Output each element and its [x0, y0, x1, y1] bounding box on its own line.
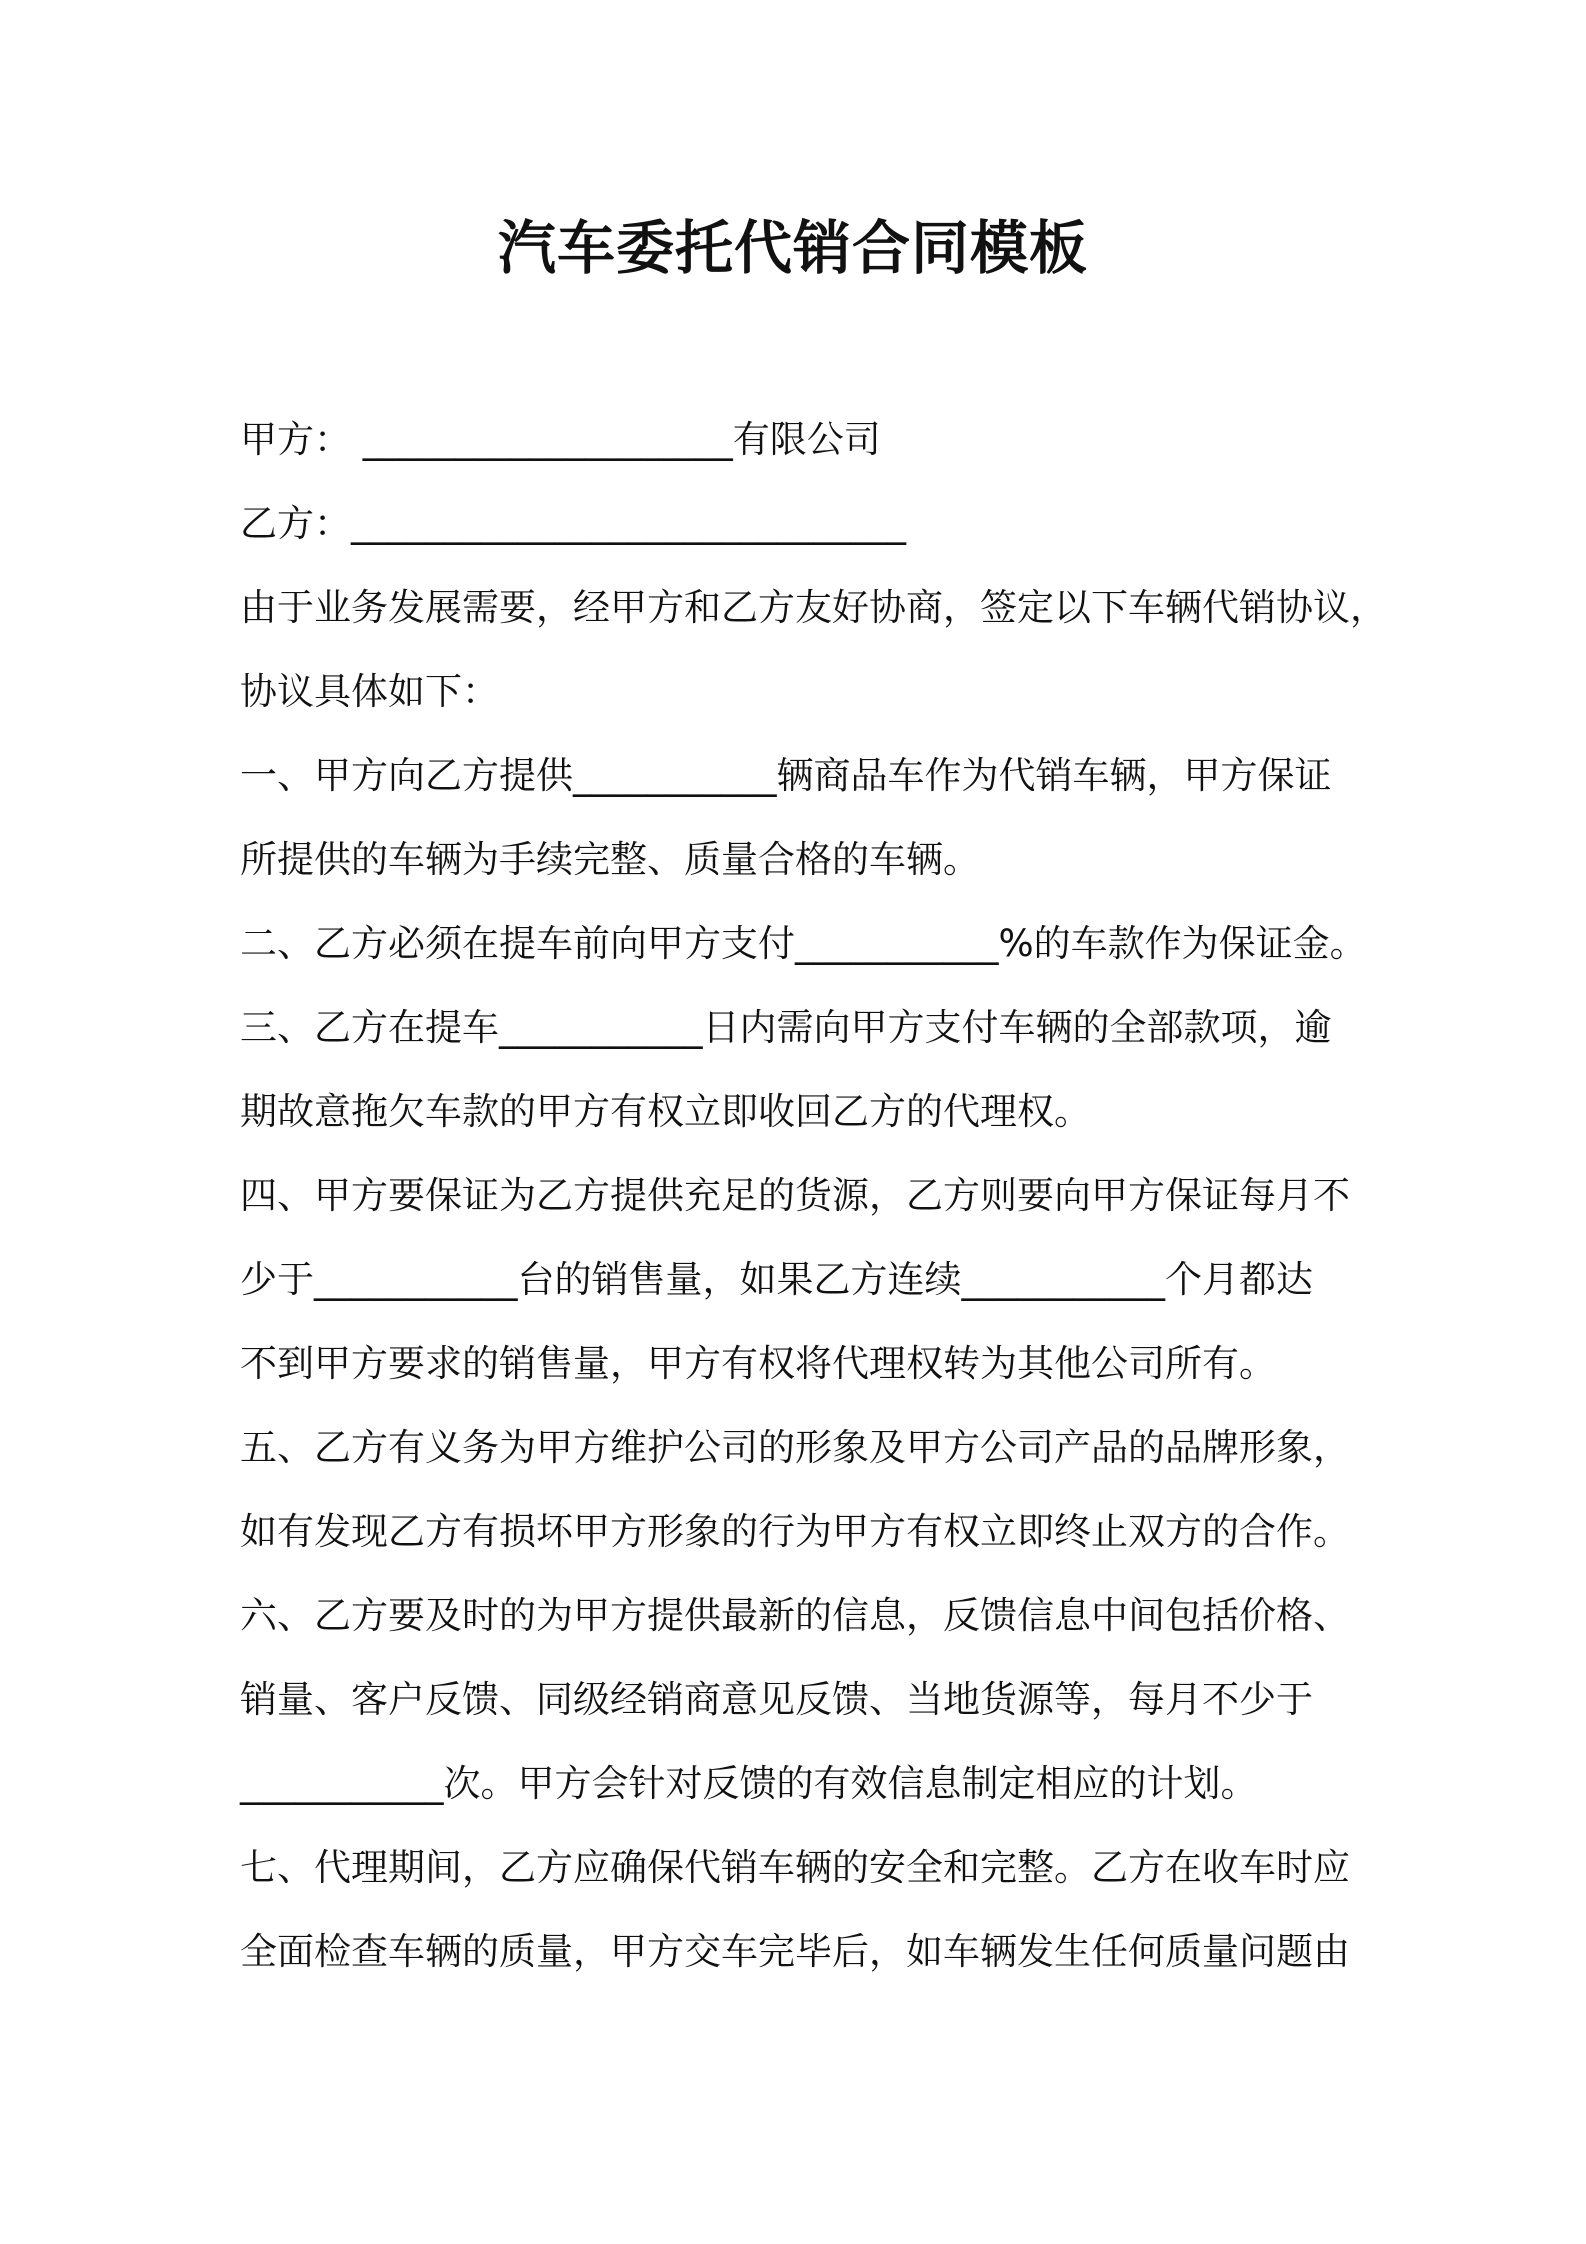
clause-7-line: 七、代理期间，乙方应确保代销车辆的安全和完整。乙方在收车时应: [240, 1846, 1350, 1889]
clause-5-line: 五、乙方有义务为甲方维护公司的形象及甲方公司产品的品牌形象，: [240, 1426, 1350, 1469]
party-b-line: 乙方：______________________________: [240, 502, 906, 545]
clause-5-line: 如有发现乙方有损坏甲方形象的行为甲方有权立即终止双方的合作。: [240, 1510, 1350, 1553]
clause-3-line: 三、乙方在提车___________日内需向甲方支付车辆的全部款项，逾: [240, 1006, 1332, 1049]
clause-1-line: 一、甲方向乙方提供___________辆商品车作为代销车辆，甲方保证: [240, 754, 1332, 797]
clause-4-line: 少于___________台的销售量，如果乙方连续___________个月都达: [240, 1258, 1313, 1301]
preamble-line: 由于业务发展需要，经甲方和乙方友好协商，签定以下车辆代销协议，: [240, 586, 1387, 629]
clause-4-line: 四、甲方要保证为乙方提供充足的货源，乙方则要向甲方保证每月不: [240, 1174, 1350, 1217]
clause-2-line: 二、乙方必须在提车前向甲方支付___________%的车款作为保证金。: [240, 922, 1367, 965]
clause-4-line: 不到甲方要求的销售量，甲方有权将代理权转为其他公司所有。: [240, 1342, 1276, 1385]
party-a-line: 甲方： ____________________有限公司: [240, 418, 881, 461]
clause-3-line: 期故意拖欠车款的甲方有权立即收回乙方的代理权。: [240, 1090, 1091, 1133]
clause-6-line: 销量、客户反馈、同级经销商意见反馈、当地货源等，每月不少于: [240, 1678, 1313, 1721]
clause-1-line: 所提供的车辆为手续完整、质量合格的车辆。: [240, 838, 980, 881]
document-body: [240, 398, 1387, 1994]
document-title: 汽车委托代销合同模板: [497, 214, 1088, 282]
clause-6-line: 六、乙方要及时的为甲方提供最新的信息，反馈信息中间包括价格、: [240, 1594, 1350, 1637]
clause-7-line: 全面检查车辆的质量，甲方交车完毕后，如车辆发生任何质量问题由: [240, 1930, 1350, 1973]
preamble-line: 协议具体如下：: [240, 670, 499, 713]
clause-6-line: ___________次。甲方会针对反馈的有效信息制定相应的计划。: [240, 1762, 1258, 1805]
